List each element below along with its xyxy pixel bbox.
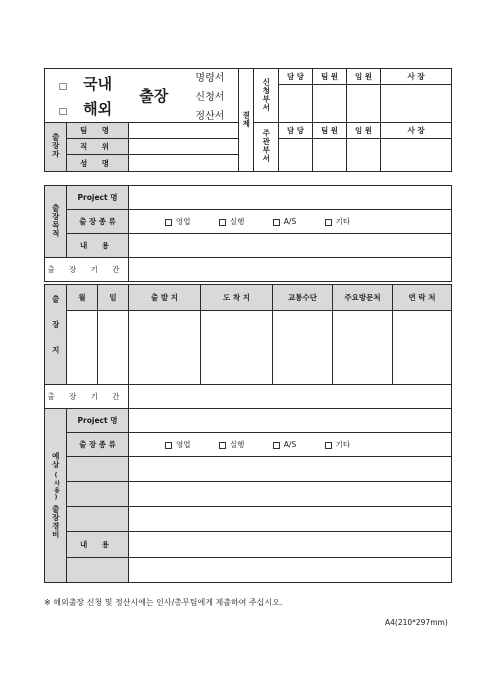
schedule-cell[interactable]: [129, 311, 201, 385]
schedule-table: [44, 284, 452, 409]
sign-box[interactable]: [381, 85, 452, 123]
team-input[interactable]: [129, 123, 239, 139]
type-option-other-2[interactable]: 기타: [325, 439, 351, 450]
trip-type-label: 출 장 종 류: [67, 210, 129, 234]
approval-role-4b: 사 장: [381, 123, 452, 139]
approval-role-2b: 팀 원: [313, 123, 347, 139]
trip-type-options-2: [129, 433, 452, 457]
project-input-2[interactable]: [129, 409, 452, 433]
period-input[interactable]: [129, 258, 452, 282]
sign-box[interactable]: [347, 85, 381, 123]
schedule-cell[interactable]: [333, 311, 393, 385]
schedule-cell[interactable]: [273, 311, 333, 385]
sign-box[interactable]: [347, 139, 381, 172]
checkbox-icon: [165, 442, 172, 449]
col-arrival: 도 착 지: [201, 285, 273, 311]
content-label-2: 내 용: [67, 532, 129, 558]
sign-box[interactable]: [313, 85, 347, 123]
overseas-label: 해외: [83, 99, 113, 118]
checkbox-icon: [325, 219, 332, 226]
trip-type-label-2: 출 장 종 류: [67, 433, 129, 457]
expense-side-label-2: (사용): [52, 472, 60, 502]
approval-role-1b: 담 당: [279, 123, 313, 139]
sign-box[interactable]: [381, 139, 452, 172]
managing-dept-label: 주관부서: [261, 129, 271, 163]
destination-side-label: 출장지: [51, 295, 61, 372]
content-label: 내 용: [67, 234, 129, 258]
col-departure: 출 발 지: [129, 285, 201, 311]
expense-input[interactable]: [129, 457, 452, 482]
period-input-2[interactable]: [129, 385, 452, 409]
expense-input[interactable]: [129, 532, 452, 558]
checkbox-icon: [219, 219, 226, 226]
expense-side-label-1: 예상: [51, 452, 61, 469]
doc-type-order: 명령서: [195, 73, 225, 84]
schedule-cell[interactable]: [67, 311, 98, 385]
expense-blank-label: [67, 558, 129, 583]
expense-blank-label: [67, 507, 129, 532]
sign-box[interactable]: [279, 85, 313, 123]
sign-box[interactable]: [279, 139, 313, 172]
expense-blank-label: [67, 457, 129, 482]
position-input[interactable]: [129, 139, 239, 155]
type-option-execution-2[interactable]: 실행: [219, 439, 245, 450]
checkbox-icon: [273, 442, 280, 449]
approval-label: 결제: [241, 110, 251, 128]
type-option-other[interactable]: 기타: [325, 216, 351, 227]
applicant-dept-cell: [254, 69, 279, 123]
checkbox-icon: [273, 219, 280, 226]
expense-table: [44, 408, 452, 583]
content-input[interactable]: [129, 234, 452, 258]
field-label-team: 팀 명: [67, 123, 129, 139]
period-label: 출 장 기 간: [45, 258, 129, 282]
expense-blank-label: [67, 482, 129, 507]
checkbox-icon: [325, 442, 332, 449]
purpose-side-cell: [45, 186, 67, 258]
footer-note: ※ 해외출장 신청 및 정산시에는 인사/총무팀에게 제출하여 주십시오.: [44, 598, 283, 607]
purpose-side-label: 출장목적: [51, 203, 61, 238]
sign-box[interactable]: [313, 139, 347, 172]
project-input[interactable]: [129, 186, 452, 210]
project-label: Project 명: [67, 186, 129, 210]
traveler-label: 출장자: [51, 133, 61, 159]
doc-type-settlement: 정산서: [195, 111, 225, 122]
traveler-side-cell: [45, 123, 67, 172]
approval-role-1: 담 당: [279, 69, 313, 85]
schedule-cell[interactable]: [393, 311, 452, 385]
col-contact: 연 락 처: [393, 285, 452, 311]
approval-role-3: 임 원: [347, 69, 381, 85]
type-option-sales-2[interactable]: 영업: [165, 439, 191, 450]
type-option-execution[interactable]: 실행: [219, 216, 245, 227]
expense-input[interactable]: [129, 482, 452, 507]
type-option-as[interactable]: A/S: [273, 217, 296, 226]
header-table: [44, 68, 452, 172]
checkbox-icon: [219, 442, 226, 449]
purpose-table: [44, 185, 452, 282]
destination-side-cell: [45, 285, 67, 385]
approval-role-4: 사 장: [381, 69, 452, 85]
domestic-checkbox[interactable]: □: [58, 81, 68, 92]
overseas-checkbox[interactable]: □: [58, 106, 68, 117]
approval-role-2: 팀 원: [313, 69, 347, 85]
type-option-as-2[interactable]: A/S: [273, 440, 296, 449]
checkbox-icon: [165, 219, 172, 226]
col-visit: 주요방문처: [333, 285, 393, 311]
schedule-cell[interactable]: [98, 311, 129, 385]
type-option-sales[interactable]: 영업: [165, 216, 191, 227]
approval-role-3b: 임 원: [347, 123, 381, 139]
project-label-2: Project 명: [67, 409, 129, 433]
col-day: 일: [98, 285, 129, 311]
applicant-dept-label: 신청부서: [261, 77, 271, 112]
field-label-position: 직 위: [67, 139, 129, 155]
title-cell: [45, 69, 239, 123]
approval-label-cell: [239, 69, 254, 172]
col-transport: 교통수단: [273, 285, 333, 311]
expense-input[interactable]: [129, 507, 452, 532]
name-input[interactable]: [129, 155, 239, 172]
business-trip-title: 출장: [139, 87, 169, 105]
trip-type-options: [129, 210, 452, 234]
period-label-2: 출 장 기 간: [45, 385, 129, 409]
expense-input[interactable]: [129, 558, 452, 583]
managing-dept-cell: [254, 123, 279, 172]
doc-type-request: 신청서: [195, 92, 225, 103]
expense-side-label-3: 출장경비: [51, 505, 61, 539]
field-label-name: 성 명: [67, 155, 129, 172]
col-month: 월: [67, 285, 98, 311]
domestic-label: 국내: [83, 74, 113, 93]
expense-side-cell: [45, 409, 67, 583]
schedule-cell[interactable]: [201, 311, 273, 385]
paper-size-label: A4(210*297mm): [385, 618, 448, 627]
